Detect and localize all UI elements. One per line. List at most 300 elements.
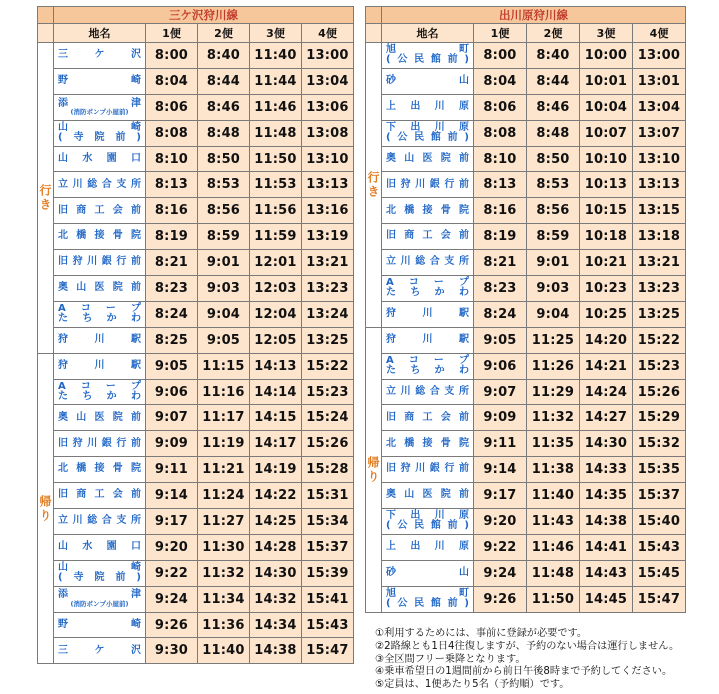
stop-name [54, 146, 146, 172]
stop-name [382, 534, 474, 560]
time-trip-1: 8:16 [146, 198, 198, 224]
time-trip-2: 8:50 [527, 146, 580, 172]
time-trip-4: 15:43 [302, 612, 354, 638]
stop-name [382, 68, 474, 94]
table-row [366, 68, 686, 94]
time-trip-4: 13:10 [302, 146, 354, 172]
stop-name [382, 560, 474, 586]
time-trip-3: 12:01 [250, 250, 302, 276]
time-trip-4: 15:37 [633, 483, 686, 509]
route-title: 三ケ沢狩川線 [54, 7, 354, 24]
time-trip-4: 13:04 [302, 68, 354, 94]
table-row [38, 94, 354, 120]
table-row [38, 146, 354, 172]
stop-name-text: 上 出 川 原 [386, 100, 469, 112]
time-trip-2: 8:44 [527, 68, 580, 94]
table-row [366, 120, 686, 146]
stop-name [54, 405, 146, 431]
time-trip-4: 13:00 [302, 43, 354, 69]
time-trip-3: 10:25 [580, 301, 633, 327]
time-trip-1: 9:24 [474, 560, 527, 586]
time-trip-1: 9:17 [474, 483, 527, 509]
time-trip-1: 9:09 [474, 405, 527, 431]
time-trip-2: 8:48 [198, 120, 250, 146]
header-trip-1: 1便 [146, 24, 198, 43]
time-trip-4: 15:34 [302, 509, 354, 535]
time-trip-4: 15:47 [633, 586, 686, 612]
time-trip-3: 11:46 [250, 94, 302, 120]
table-row [366, 43, 686, 69]
stop-name [54, 327, 146, 353]
time-trip-1: 8:06 [474, 94, 527, 120]
time-trip-3: 14:14 [250, 379, 302, 405]
table-row [366, 560, 686, 586]
stop-name [54, 612, 146, 638]
stop-name-sub: (消防ポンプ小屋前) [70, 599, 129, 608]
stop-name [382, 586, 474, 612]
time-trip-4: 13:23 [302, 276, 354, 302]
stop-name-text: 旧 商 工 会 前 [58, 489, 141, 501]
time-trip-3: 12:04 [250, 301, 302, 327]
table-row [38, 276, 354, 302]
stop-name [382, 405, 474, 431]
time-trip-4: 13:07 [633, 120, 686, 146]
table-row [366, 534, 686, 560]
time-trip-1: 8:25 [146, 327, 198, 353]
table-row [366, 586, 686, 612]
time-trip-4: 15:29 [633, 405, 686, 431]
time-trip-3: 10:21 [580, 250, 633, 276]
time-trip-1: 8:24 [146, 301, 198, 327]
time-trip-4: 15:24 [302, 405, 354, 431]
stop-name [54, 560, 146, 586]
table-row [366, 301, 686, 327]
timetable-degawara-karikawa [365, 6, 686, 613]
time-trip-1: 8:00 [474, 43, 527, 69]
stop-name [54, 457, 146, 483]
time-trip-2: 8:48 [527, 120, 580, 146]
time-trip-3: 11:48 [250, 120, 302, 146]
stop-name [54, 120, 146, 146]
time-trip-1: 8:10 [474, 146, 527, 172]
time-trip-3: 14:34 [250, 612, 302, 638]
time-trip-3: 10:15 [580, 198, 633, 224]
stop-name [382, 172, 474, 198]
time-trip-1: 8:00 [146, 43, 198, 69]
header-spacer [366, 24, 382, 43]
time-trip-4: 15:39 [302, 560, 354, 586]
table-row [366, 224, 686, 250]
stop-name [382, 431, 474, 457]
time-trip-2: 9:04 [527, 301, 580, 327]
time-trip-3: 14:19 [250, 457, 302, 483]
stop-name [382, 457, 474, 483]
time-trip-3: 14:13 [250, 353, 302, 379]
table-row [366, 405, 686, 431]
stop-name [54, 172, 146, 198]
table-row [366, 379, 686, 405]
stop-name-text: 北 橋 接 骨 院 [386, 437, 469, 449]
note-5: ⑤定員は、1便あたり5名（予約順）です。 [375, 679, 570, 691]
time-trip-3: 14:38 [250, 638, 302, 664]
time-trip-3: 11:59 [250, 224, 302, 250]
stop-name [54, 224, 146, 250]
table-row [38, 172, 354, 198]
time-trip-4: 15:23 [633, 353, 686, 379]
time-trip-1: 9:24 [146, 586, 198, 612]
time-trip-2: 11:36 [198, 612, 250, 638]
time-trip-3: 11:53 [250, 172, 302, 198]
outbound-label: 行き [38, 43, 54, 354]
note-3: ③全区間フリー乗降となります。 [375, 653, 526, 665]
stop-name-text: 立 川 総 合 支 所 [58, 515, 141, 527]
stop-name-text: A コ ー プ [386, 276, 469, 288]
stop-name [382, 276, 474, 302]
stop-name-sub: た ち か わ [58, 313, 141, 325]
time-trip-1: 8:19 [146, 224, 198, 250]
time-trip-3: 10:07 [580, 120, 633, 146]
header-trip-3: 3便 [580, 24, 633, 43]
header-stop: 地名 [382, 24, 474, 43]
stop-name-sub: ( 公 民 館 前 ) [386, 598, 469, 610]
time-trip-2: 8:46 [527, 94, 580, 120]
stop-name-text: 狩 川 駅 [386, 333, 469, 345]
time-trip-1: 8:21 [474, 250, 527, 276]
table-row [366, 146, 686, 172]
time-trip-3: 11:56 [250, 198, 302, 224]
time-trip-2: 9:04 [198, 301, 250, 327]
time-trip-1: 8:21 [146, 250, 198, 276]
header-trip-4: 4便 [302, 24, 354, 43]
stop-name-sub: ( 公 民 館 前 ) [386, 54, 469, 66]
table-row [38, 509, 354, 535]
stop-name-sub: ( 公 民 館 前 ) [386, 132, 469, 144]
time-trip-3: 14:38 [580, 509, 633, 535]
stop-name-text: 旧 商 工 会 前 [386, 411, 469, 423]
time-trip-3: 10:10 [580, 146, 633, 172]
stop-name [382, 250, 474, 276]
stop-name-text: 旧 商 工 会 前 [58, 204, 141, 216]
time-trip-3: 14:33 [580, 457, 633, 483]
title-row [38, 7, 354, 24]
table-row [38, 327, 354, 353]
time-trip-1: 9:14 [146, 483, 198, 509]
table-row [38, 612, 354, 638]
time-trip-4: 15:31 [302, 483, 354, 509]
stop-name-sub: た ち か わ [58, 391, 141, 403]
time-trip-2: 8:44 [198, 68, 250, 94]
table-row [38, 250, 354, 276]
stop-name-text: 三 ケ 沢 [58, 644, 141, 656]
time-trip-2: 8:40 [527, 43, 580, 69]
stop-name-text: 砂 山 [386, 75, 469, 87]
table-row [38, 301, 354, 327]
time-trip-2: 8:59 [527, 224, 580, 250]
header-trip-2: 2便 [198, 24, 250, 43]
stop-name [54, 276, 146, 302]
time-trip-3: 14:20 [580, 327, 633, 353]
stop-name [54, 586, 146, 612]
time-trip-2: 11:25 [527, 327, 580, 353]
stop-name [382, 301, 474, 327]
time-trip-1: 9:14 [474, 457, 527, 483]
time-trip-2: 11:24 [198, 483, 250, 509]
time-trip-3: 14:15 [250, 405, 302, 431]
time-trip-4: 13:08 [302, 120, 354, 146]
time-trip-2: 11:21 [198, 457, 250, 483]
stop-name-text: 旧 狩 川 銀 行 前 [58, 256, 141, 268]
table-row [38, 431, 354, 457]
stop-name [54, 638, 146, 664]
stop-name [382, 509, 474, 535]
time-trip-2: 11:50 [527, 586, 580, 612]
time-trip-4: 13:16 [302, 198, 354, 224]
time-trip-4: 13:04 [633, 94, 686, 120]
table-row [366, 94, 686, 120]
time-trip-1: 9:11 [146, 457, 198, 483]
time-trip-2: 8:59 [198, 224, 250, 250]
table-row [366, 198, 686, 224]
stop-name-text: 狩 川 駅 [58, 333, 141, 345]
time-trip-4: 13:24 [302, 301, 354, 327]
stop-name-text: 狩 川 駅 [58, 359, 141, 371]
time-trip-2: 11:48 [527, 560, 580, 586]
time-trip-2: 11:17 [198, 405, 250, 431]
table-row [366, 457, 686, 483]
time-trip-2: 11:26 [527, 353, 580, 379]
time-trip-2: 11:32 [527, 405, 580, 431]
table-row [38, 353, 354, 379]
time-trip-1: 8:10 [146, 146, 198, 172]
time-trip-3: 14:30 [580, 431, 633, 457]
table-row [366, 431, 686, 457]
time-trip-1: 8:13 [146, 172, 198, 198]
notes [375, 628, 715, 692]
outbound-label: 行き [366, 43, 382, 328]
stop-name-text: A コ ー プ [58, 380, 141, 392]
stop-name-sub: ( 寺 院 前 ) [58, 572, 141, 584]
time-trip-2: 11:19 [198, 431, 250, 457]
stop-name-text: 下 出 川 原 [386, 121, 469, 133]
stop-name-text: 立 川 総 合 支 所 [386, 256, 469, 268]
time-trip-4: 13:21 [633, 250, 686, 276]
time-trip-4: 13:06 [302, 94, 354, 120]
table-row [38, 534, 354, 560]
time-trip-4: 15:41 [302, 586, 354, 612]
time-trip-2: 8:50 [198, 146, 250, 172]
stop-name [54, 534, 146, 560]
stop-name-text: 山 水 園 口 [58, 152, 141, 164]
time-trip-2: 11:27 [198, 509, 250, 535]
stop-name-text: 野 崎 [58, 618, 141, 630]
note-4: ④乗車希望日の1週間前から前日午後8時まで予約してください。 [375, 666, 673, 678]
time-trip-4: 15:47 [302, 638, 354, 664]
time-trip-3: 11:50 [250, 146, 302, 172]
time-trip-4: 13:15 [633, 198, 686, 224]
time-trip-1: 8:04 [146, 68, 198, 94]
time-trip-2: 11:38 [527, 457, 580, 483]
stop-name-text: 奥 山 医 院 前 [386, 152, 469, 164]
time-trip-3: 11:40 [250, 43, 302, 69]
table-row [366, 483, 686, 509]
time-trip-1: 9:06 [146, 379, 198, 405]
stop-name [54, 43, 146, 69]
time-trip-1: 9:07 [474, 379, 527, 405]
time-trip-2: 11:40 [527, 483, 580, 509]
header-spacer [38, 24, 54, 43]
stop-name-text: 下 出 川 原 [386, 509, 469, 521]
time-trip-1: 9:17 [146, 509, 198, 535]
stop-name-text: 野 崎 [58, 75, 141, 87]
stop-name-text: 添 津 [58, 97, 141, 109]
table-row [38, 405, 354, 431]
table-row [366, 250, 686, 276]
time-trip-1: 8:24 [474, 301, 527, 327]
time-trip-1: 9:26 [474, 586, 527, 612]
time-trip-2: 11:30 [198, 534, 250, 560]
time-trip-3: 10:23 [580, 276, 633, 302]
stop-name-text: 旧 狩 川 銀 行 前 [386, 463, 469, 475]
time-trip-4: 13:00 [633, 43, 686, 69]
time-trip-2: 11:46 [527, 534, 580, 560]
table-row [38, 68, 354, 94]
header-trip-3: 3便 [250, 24, 302, 43]
return-label: 帰り [366, 327, 382, 612]
header-trip-4: 4便 [633, 24, 686, 43]
table-row [366, 509, 686, 535]
stop-name-text: 北 橋 接 骨 院 [58, 463, 141, 475]
time-trip-1: 9:06 [474, 353, 527, 379]
time-trip-4: 13:25 [633, 301, 686, 327]
time-trip-4: 15:22 [302, 353, 354, 379]
time-trip-3: 14:28 [250, 534, 302, 560]
header-trip-1: 1便 [474, 24, 527, 43]
time-trip-3: 10:13 [580, 172, 633, 198]
time-trip-2: 9:01 [527, 250, 580, 276]
time-trip-3: 14:17 [250, 431, 302, 457]
table-row [366, 353, 686, 379]
table-row [366, 276, 686, 302]
stop-name [382, 146, 474, 172]
time-trip-4: 13:10 [633, 146, 686, 172]
time-trip-4: 15:26 [633, 379, 686, 405]
stop-name-text: 旧 狩 川 銀 行 前 [386, 178, 469, 190]
stop-name-text: 三 ケ 沢 [58, 49, 141, 61]
table-row [38, 457, 354, 483]
time-trip-4: 15:23 [302, 379, 354, 405]
time-trip-2: 11:15 [198, 353, 250, 379]
table-row [366, 172, 686, 198]
stop-name [382, 120, 474, 146]
time-trip-1: 8:06 [146, 94, 198, 120]
table-row [38, 638, 354, 664]
note-2: ②2路線とも1日4往復しますが、予約のない場合は運行しません。 [375, 640, 680, 652]
timetable-sankezawa-karikawa [37, 6, 354, 664]
time-trip-4: 15:28 [302, 457, 354, 483]
stop-name [382, 198, 474, 224]
stop-name-text: 旧 商 工 会 前 [386, 230, 469, 242]
time-trip-3: 10:04 [580, 94, 633, 120]
time-trip-4: 15:26 [302, 431, 354, 457]
stop-name [54, 483, 146, 509]
time-trip-3: 14:27 [580, 405, 633, 431]
stop-name-text: 山 崎 [58, 561, 141, 573]
time-trip-2: 11:16 [198, 379, 250, 405]
time-trip-1: 9:22 [146, 560, 198, 586]
stop-name-text: 奥 山 医 院 前 [58, 282, 141, 294]
stop-name-sub: (消防ポンプ小屋前) [70, 108, 129, 117]
time-trip-1: 8:23 [474, 276, 527, 302]
time-trip-1: 8:23 [146, 276, 198, 302]
time-trip-4: 15:40 [633, 509, 686, 535]
time-trip-1: 9:05 [474, 327, 527, 353]
time-trip-3: 11:44 [250, 68, 302, 94]
time-trip-1: 9:05 [146, 353, 198, 379]
time-trip-4: 13:01 [633, 68, 686, 94]
stop-name-text: 旭 町 [386, 43, 469, 55]
time-trip-2: 8:40 [198, 43, 250, 69]
stop-name [54, 379, 146, 405]
stop-name [54, 250, 146, 276]
title-spacer [38, 7, 54, 24]
header-row [366, 24, 686, 43]
time-trip-2: 9:03 [198, 276, 250, 302]
time-trip-1: 8:13 [474, 172, 527, 198]
table-row [38, 483, 354, 509]
stop-name-text: 上 出 川 原 [386, 541, 469, 553]
time-trip-3: 14:41 [580, 534, 633, 560]
time-trip-1: 8:19 [474, 224, 527, 250]
stop-name [54, 94, 146, 120]
time-trip-2: 9:05 [198, 327, 250, 353]
stop-name [382, 94, 474, 120]
time-trip-1: 8:04 [474, 68, 527, 94]
stop-name-text: 北 橋 接 骨 院 [386, 204, 469, 216]
stop-name [382, 43, 474, 69]
stop-name-text: 立 川 総 合 支 所 [386, 385, 469, 397]
time-trip-2: 11:35 [527, 431, 580, 457]
time-trip-3: 12:03 [250, 276, 302, 302]
table-row [38, 120, 354, 146]
time-trip-2: 8:46 [198, 94, 250, 120]
time-trip-3: 14:30 [250, 560, 302, 586]
time-trip-4: 13:19 [302, 224, 354, 250]
time-trip-3: 12:05 [250, 327, 302, 353]
stop-name-text: 狩 川 駅 [386, 308, 469, 320]
stop-name-text: 北 橋 接 骨 院 [58, 230, 141, 242]
table-row [366, 327, 686, 353]
stop-name-sub: た ち か わ [386, 287, 469, 299]
time-trip-4: 13:13 [633, 172, 686, 198]
stop-name-text: A コ ー プ [386, 354, 469, 366]
time-trip-1: 9:20 [474, 509, 527, 535]
time-trip-1: 9:09 [146, 431, 198, 457]
stop-name-text: 立 川 総 合 支 所 [58, 178, 141, 190]
time-trip-3: 14:22 [250, 483, 302, 509]
table-row [38, 586, 354, 612]
time-trip-1: 8:08 [474, 120, 527, 146]
stop-name [382, 224, 474, 250]
table-row [38, 43, 354, 69]
stop-name [54, 301, 146, 327]
stop-name-text: 砂 山 [386, 567, 469, 578]
header-stop: 地名 [54, 24, 146, 43]
time-trip-4: 15:35 [633, 457, 686, 483]
stop-name-text: 添 津 [58, 589, 141, 601]
time-trip-4: 15:43 [633, 534, 686, 560]
time-trip-1: 9:11 [474, 431, 527, 457]
note-1: ①利用するためには、事前に登録が必要です。 [375, 628, 588, 639]
